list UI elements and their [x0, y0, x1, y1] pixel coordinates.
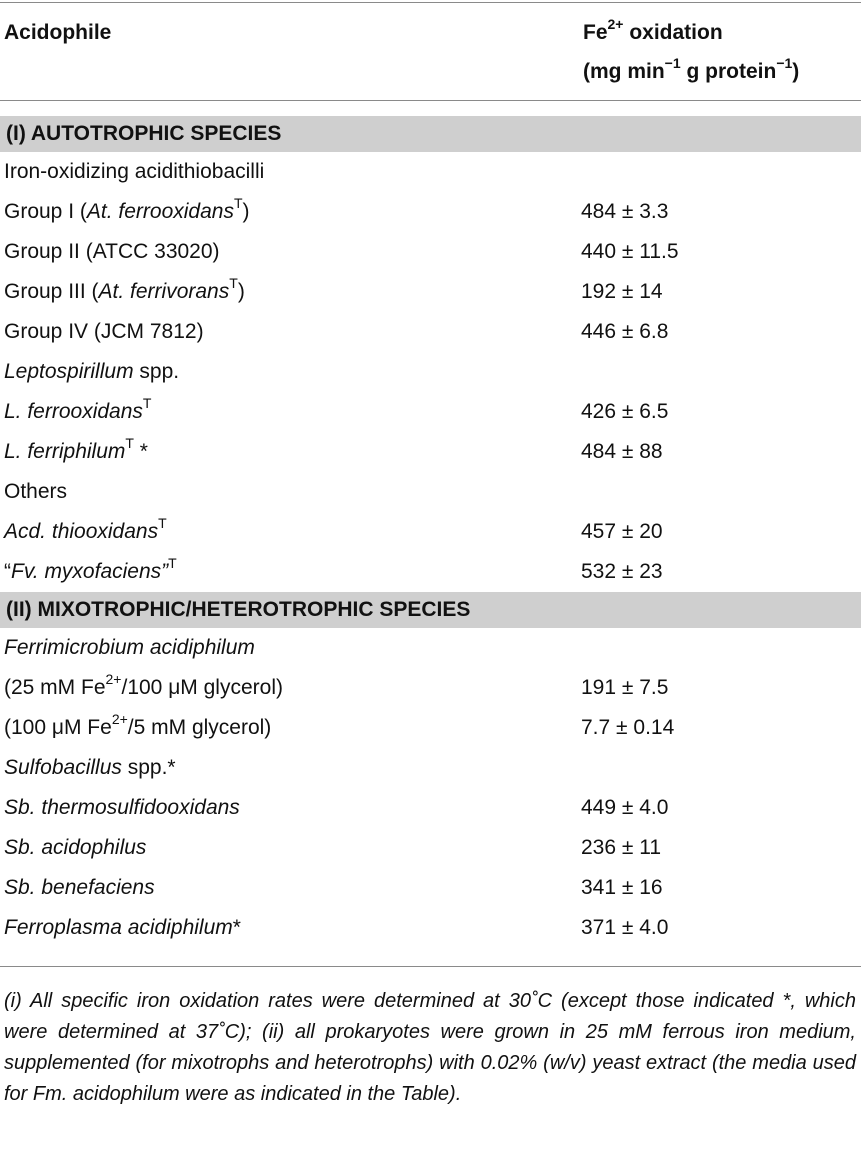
fe-oxidation-value: 341 ± 16 [581, 876, 663, 899]
acidophile-name: Ferroplasma acidiphilum* [4, 916, 241, 939]
table-row [0, 868, 861, 908]
table-row [0, 668, 861, 708]
table-row [0, 472, 861, 512]
fe-oxidation-value: 484 ± 3.3 [581, 200, 669, 223]
table-row [0, 748, 861, 788]
header-units [583, 55, 800, 85]
table-row [0, 232, 861, 272]
acidophile-name: L. ferriphilum$^T$ * [4, 435, 148, 463]
table-row [0, 312, 861, 352]
acidophile-name: Leptospirillum spp. [4, 360, 180, 383]
acidophile-name: Group II (ATCC 33020) [4, 240, 220, 263]
fe-oxidation-value: 484 ± 88 [581, 440, 663, 463]
acidophile-name: (25 mM $Fe^{2+}/100$ μM glycerol) [4, 671, 283, 699]
fe-oxidation-value: 7.7 ± 0.14 [581, 716, 675, 739]
section-mixotrophic: (II) MIXOTROPHIC/HETEROTROPHIC SPECIES [0, 592, 861, 628]
fe-oxidation-value: 446 ± 6.8 [581, 320, 669, 343]
fe-oxidation-value: 457 ± 20 [581, 520, 663, 543]
fe-oxidation-value: 426 ± 6.5 [581, 400, 669, 423]
header-fe-sup: 2+ [607, 16, 624, 32]
header-rule [0, 100, 861, 101]
acidophile-name: “Fv. myxofaciens”$^T$ [4, 555, 177, 583]
acidophile-name: Iron-oxidizing acidithiobacilli [4, 160, 265, 183]
header-units-a: (mg min [583, 60, 665, 83]
table-footnote: (i) All specific iron oxidation rates were determined at 30˚C (except those indicated *, which were determined at 37˚C); (ii) all prokaryotes were grown in 25 mM ferrous iron medium, supplemented (for mixotrophs and heterotrophs) with 0.02% (w/v) yeast extract (the media used for Fm. acidophilum were as indicated in the Table). [4, 990, 856, 1105]
fe-oxidation-value: 192 ± 14 [581, 280, 663, 303]
fe-oxidation-value: 449 ± 4.0 [581, 796, 669, 819]
header-fe-suffix: oxidation [623, 21, 723, 44]
acidophile-name: L. ferrooxidans$^T$ [4, 395, 152, 423]
bottom-rule [0, 966, 861, 967]
header-acidophile: Acidophile [4, 21, 112, 44]
acidophile-name: Group IV (JCM 7812) [4, 320, 204, 343]
acidophile-name: Group III (At. ferrivorans$^T$) [4, 275, 245, 303]
table-row [0, 788, 861, 828]
header-units-c: ) [792, 60, 800, 83]
table-row [0, 432, 861, 472]
acidophile-name: Group I (At. ferrooxidans$^T$) [4, 195, 250, 223]
header-units-sup1: −1 [664, 55, 681, 71]
header-fe-prefix: Fe [583, 21, 608, 44]
fe-oxidation-value: 236 ± 11 [581, 836, 662, 859]
acidophile-name: Others [4, 480, 68, 503]
table-row [0, 512, 861, 552]
header-units-b: g protein [680, 60, 777, 83]
fe-oxidation-value: 191 ± 7.5 [581, 676, 669, 699]
table-row [0, 628, 861, 668]
table-row [0, 152, 861, 192]
acidophile-name: Sulfobacillus spp.* [4, 756, 176, 779]
fe-oxidation-value: 371 ± 4.0 [581, 916, 669, 939]
table-row [0, 828, 861, 868]
fe-oxidation-value: 532 ± 23 [581, 560, 663, 583]
section-autotrophic: (I) AUTOTROPHIC SPECIES [0, 116, 861, 152]
table-row [0, 192, 861, 232]
top-rule [0, 2, 861, 3]
table-row [0, 392, 861, 432]
acidophile-name: (100 μM $Fe^{2+}/5$ mM glycerol) [4, 711, 272, 739]
table-row [0, 708, 861, 748]
fe-oxidation-value: 440 ± 11.5 [581, 240, 679, 263]
acidophile-name: Sb. thermosulfidooxidans [4, 796, 240, 819]
acidophile-name: Sb. benefaciens [4, 876, 155, 899]
acidophile-name: Ferrimicrobium acidiphilum [4, 636, 255, 659]
table-row [0, 272, 861, 312]
header-units-sup2: −1 [776, 55, 793, 71]
acidophile-name: Acd. thiooxidans$^T$ [4, 515, 167, 543]
header-fe-oxidation [583, 16, 723, 46]
table-row [0, 552, 861, 592]
table-row [0, 352, 861, 392]
table-row [0, 908, 861, 948]
acidophile-name: Sb. acidophilus [4, 836, 147, 859]
